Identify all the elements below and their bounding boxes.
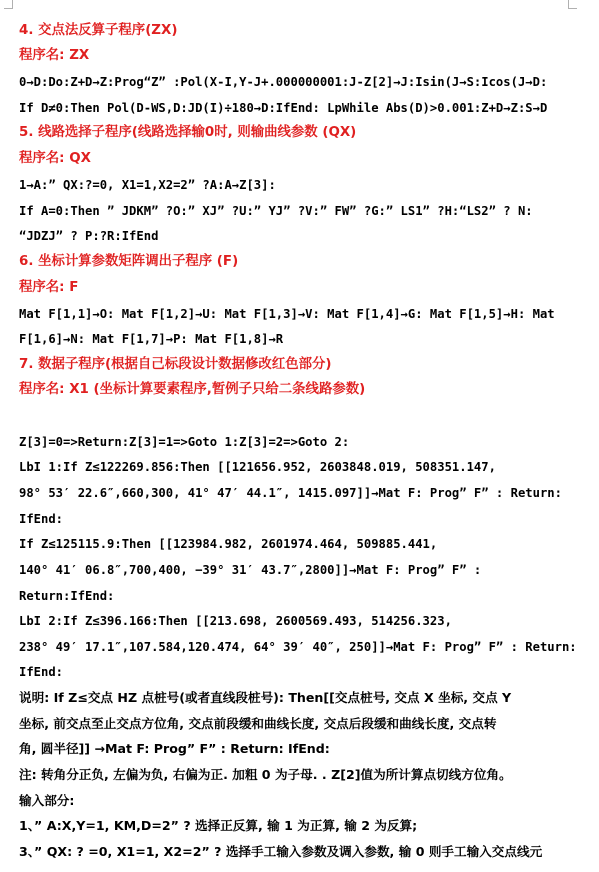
code-line: Z[3]=0=>Return:Z[3]=1=>Goto 1:Z[3]=2=>Goto 2: <box>19 435 350 449</box>
code-line: 140° 41′ 06.8″,700,400, −39° 31′ 43.7″,2800]]→Mat F: Prog” F” : <box>19 563 482 577</box>
code-line: Return:IfEnd: <box>19 589 115 603</box>
program-name-f: 程序名: F <box>19 280 79 295</box>
page-corner-mark-left <box>4 0 13 9</box>
explanation-line: 角, 圆半径]] →Mat F: Prog” F” : Return: IfEnd: <box>19 741 330 756</box>
section-heading-zx: 4. 交点法反算子程序(ZX) <box>19 23 178 38</box>
note-line: 注: 转角分正负, 左偏为负, 右偏为正. 加粗 0 为子母. . Z[2]值为所计算点切线方位角。 <box>19 767 512 782</box>
section-heading-qx: 5. 线路选择子程序(线路选择输0时, 则输曲线参数 (QX) <box>19 125 357 140</box>
code-line: “JDZJ” ? P:?R:IfEnd <box>19 229 159 243</box>
code-line: LbI 2:If Z≤396.166:Then [[213.698, 2600569.493, 514256.323, <box>19 614 452 628</box>
explanation-line: 坐标, 前交点至止交点方位角, 交点前段缓和曲线长度, 交点后段缓和曲线长度, 交点转 <box>19 716 497 731</box>
code-line: Mat F[1,1]→O: Mat F[1,2]→U: Mat F[1,3]→V: Mat F[1,4]→G: Mat F[1,5]→H: Mat <box>19 307 555 321</box>
code-line: LbI 1:If Z≤122269.856:Then [[121656.952, 2603848.019, 508351.147, <box>19 460 496 474</box>
input-item-3: 3、” QX: ? =0, X1=1, X2=2” ? 选择手工输入参数及调入参数, 输 0 则手工输入交点线元 <box>19 844 543 859</box>
code-line: 1→A:” QX:?=0, X1=1,X2=2” ?A:A→Z[3]: <box>19 178 276 192</box>
input-item-1: 1、” A:X,Y=1, KM,D=2” ? 选择正反算, 输 1 为正算, 输 2 为反算; <box>19 818 418 833</box>
code-line: 98° 53′ 22.6″,660,300, 41° 47′ 44.1″, 1415.097]]→Mat F: Prog” F” : Return: <box>19 486 562 500</box>
explanation-line: 说明: If Z≤交点 HZ 点桩号(或者直线段桩号): Then[[交点桩号, 交点 X 坐标, 交点 Y <box>19 690 512 705</box>
page-corner-mark-right <box>568 0 577 9</box>
code-line: If A=0:Then ” JDKM” ?O:” XJ” ?U:” YJ” ?V:” FW” ?G:” LS1” ?H:“LS2” ? N: <box>19 204 533 218</box>
input-section-heading: 输入部分: <box>19 793 75 808</box>
program-name-qx: 程序名: QX <box>19 151 91 166</box>
code-line: 0→D:Do:Z+D→Z:Prog“Z” :Pol(X-I,Y-J+.000000001:J-Z[2]→J:Isin(J→S:Icos(J→D: <box>19 75 548 89</box>
section-heading-f: 6. 坐标计算参数矩阵调出子程序 (F) <box>19 254 239 269</box>
code-line: If Z≤125115.9:Then [[123984.982, 2601974.464, 509885.441, <box>19 537 438 551</box>
program-name-zx: 程序名: ZX <box>19 48 90 63</box>
code-line: IfEnd: <box>19 512 64 526</box>
code-line: IfEnd: <box>19 665 64 679</box>
section-heading-data: 7. 数据子程序(根据自己标段设计数据修改红色部分) <box>19 357 332 372</box>
code-line: 238° 49′ 17.1″,107.584,120.474, 64° 39′ 40″, 250]]→Mat F: Prog” F” : Return: <box>19 640 577 654</box>
program-name-x1: 程序名: X1 (坐标计算要素程序,暂例子只给二条线路参数) <box>19 382 366 397</box>
code-line: If D≠0:Then Pol(D-WS,D:JD(I)÷180→D:IfEnd: LpWhile Abs(D)>0.001:Z+D→Z:S→D <box>19 101 548 115</box>
code-line: F[1,6]→N: Mat F[1,7]→P: Mat F[1,8]→R <box>19 332 284 346</box>
blank-line <box>19 406 595 426</box>
